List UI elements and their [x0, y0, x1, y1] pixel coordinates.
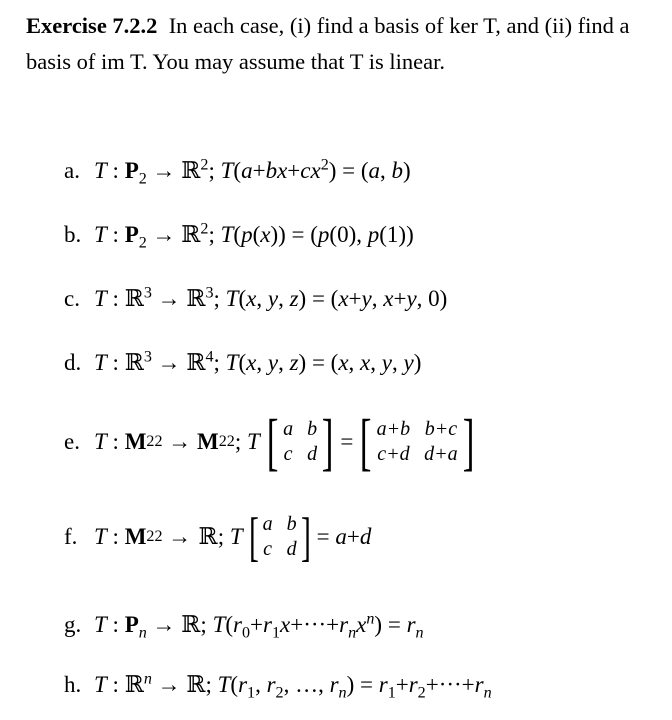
item-math: T : ℝ$^n$ → ℝ; $T(r_1$, $r_2$, …, $r_n) = r_1+r_2+\cdot\cdot\cdot+r_n$ [94, 670, 492, 702]
item-d [64, 350, 421, 376]
item-g [64, 610, 424, 642]
item-e [64, 406, 481, 477]
item-math: T : ℝ$^3$ → ℝ$^3$; T(x, y, z) = (x+y, x+y, 0) [94, 284, 448, 312]
item-label: c. [64, 286, 80, 311]
item-label: a. [64, 158, 80, 183]
item-math: T : M 22 → ℝ ; T [ a b c d ] = a + d [94, 507, 372, 567]
item-h [64, 670, 492, 702]
item-label: b. [64, 222, 82, 247]
exercise-text: In each case, (i) find a basis of ker T, and (ii) find a basis of im T. You may assume that T is linear. [26, 13, 630, 74]
item-math: T : $P_2$ → ℝ$^2$; T(p(x)) = (p(0), p(1)) [94, 220, 414, 252]
item-math: T : $P_n$ → ℝ; $T(r_0+r_1x+\cdot\cdot\cdot+r_nx^n) = r_n$ [94, 610, 424, 642]
item-c [64, 286, 447, 312]
item-label: h. [64, 672, 82, 697]
item-label: f. [64, 524, 78, 549]
item-b [64, 220, 414, 252]
exercise-heading: Exercise 7.2.2 [26, 13, 158, 38]
exercise-intro [26, 8, 662, 80]
item-math: T : $P_2$ → ℝ$^2$; $T(a+bx+cx^2) = (a$, b) [94, 156, 411, 188]
item-label: e. [64, 429, 80, 454]
item-f [64, 507, 372, 567]
item-label: g. [64, 612, 82, 637]
item-a [64, 156, 411, 188]
item-math: T : M 22 → M 22 ; T [ a b c d ] = [ a+b b+c c+d d+a ] [94, 406, 475, 477]
item-math: T : ℝ$^3$ → ℝ$^4$; T(x, y, z) = (x, x, y, y) [94, 348, 422, 376]
item-label: d. [64, 350, 82, 375]
